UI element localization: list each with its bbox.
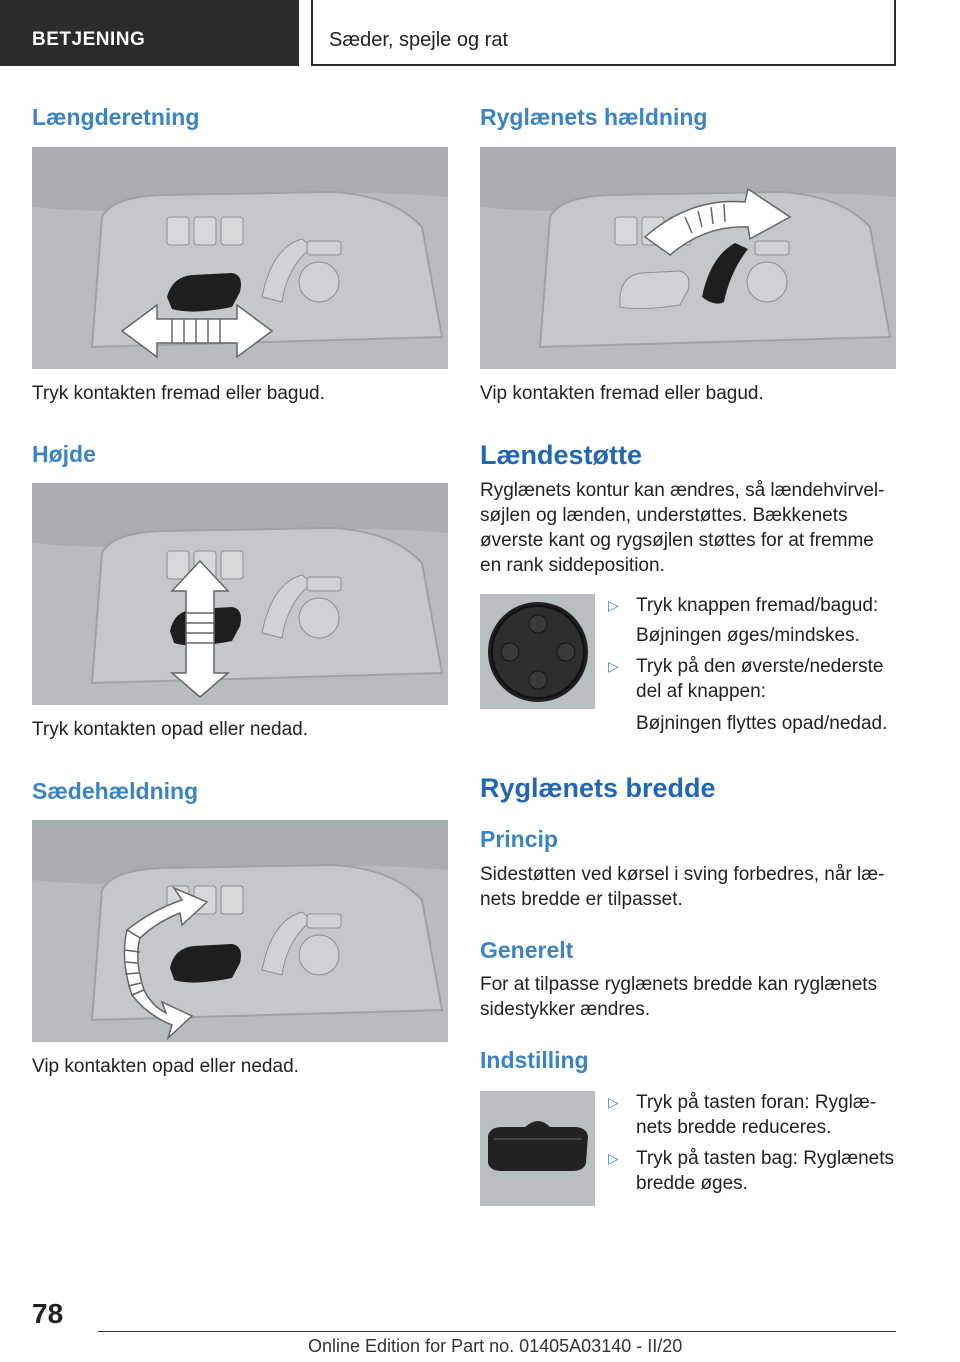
section-tab [0, 0, 299, 66]
page-number: 78 [32, 1298, 64, 1329]
chapter-label: Sæder, spejle og rat [329, 29, 508, 51]
heading-ryglaenets-haeldning: Ryglænets hældning [480, 104, 708, 130]
heading-laengderetning: Længderetning [32, 104, 200, 130]
principle-description: Sidestøtten ved kørsel i sving forbedres, når læ-nets bredde er tilpasset. [480, 864, 885, 910]
footer-divider [98, 1331, 896, 1332]
width-bullet-2 [608, 1146, 898, 1198]
figure-seat-switch-longitudinal [32, 147, 448, 369]
bullet-arrow-icon: ▷ [608, 1094, 619, 1110]
width-bullet-1-text: Tryk på tasten foran: Ryglæ-nets bredde reduceres. [636, 1092, 877, 1138]
figure-backrest-tilt-switch [480, 147, 896, 369]
lumbar-bullet-1-text: Tryk knappen fremad/bagud: [636, 595, 879, 616]
general-description: For at tilpasse ryglænets bredde kan ryglænets sidestykker ændres. [480, 974, 878, 1020]
heading-laendestoette: Lændestøtte [480, 440, 642, 470]
lumbar-bullet-2-result: Bøjningen flyttes opad/nedad. [636, 713, 888, 734]
lumbar-bullet-2-text: Tryk på den øverste/nederste del af knappen: [636, 656, 884, 702]
caption-hoejde: Tryk kontakten opad eller nedad. [32, 719, 309, 740]
heading-generelt: Generelt [480, 937, 574, 963]
lumbar-bullet-2 [608, 654, 898, 706]
edition-note: Online Edition for Part no. 01405A03140 - II/20 [308, 1336, 683, 1356]
figure-seat-switch-tilt [32, 820, 448, 1042]
figure-seat-switch-height [32, 483, 448, 705]
caption-ryglaenets-haeldning: Vip kontakten fremad eller bagud. [480, 383, 764, 404]
heading-hoejde: Højde [32, 441, 96, 467]
bullet-arrow-icon: ▷ [608, 597, 619, 613]
bullet-arrow-icon: ▷ [608, 1150, 619, 1166]
section-label: BETJENING [32, 29, 146, 50]
bullet-arrow-icon: ▷ [608, 658, 619, 674]
caption-saedehaeldning: Vip kontakten opad eller nedad. [32, 1056, 299, 1077]
width-bullet-1 [608, 1090, 898, 1142]
figure-lumbar-button [480, 594, 595, 709]
width-bullet-2-text: Tryk på tasten bag: Ryglænets bredde øges. [636, 1148, 895, 1194]
chapter-tab [311, 0, 896, 66]
figure-backrest-width-button [480, 1091, 595, 1206]
heading-ryglaenets-bredde: Ryglænets bredde [480, 773, 716, 803]
lumbar-description: Ryglænets kontur kan ændres, så lændehvirvel-søjlen og lænden, understøttes. Bækkenets øverste kant og rygsøjlen støttes for at fremme en rank siddeposition. [480, 480, 885, 576]
caption-laengderetning: Tryk kontakten fremad eller bagud. [32, 383, 325, 404]
heading-saedehaeldning: Sædehældning [32, 778, 199, 804]
lumbar-bullet-1-result: Bøjningen øges/mindskes. [636, 625, 860, 646]
heading-indstilling: Indstilling [480, 1047, 589, 1073]
lumbar-bullet-1 [608, 593, 898, 623]
heading-princip: Princip [480, 826, 558, 852]
